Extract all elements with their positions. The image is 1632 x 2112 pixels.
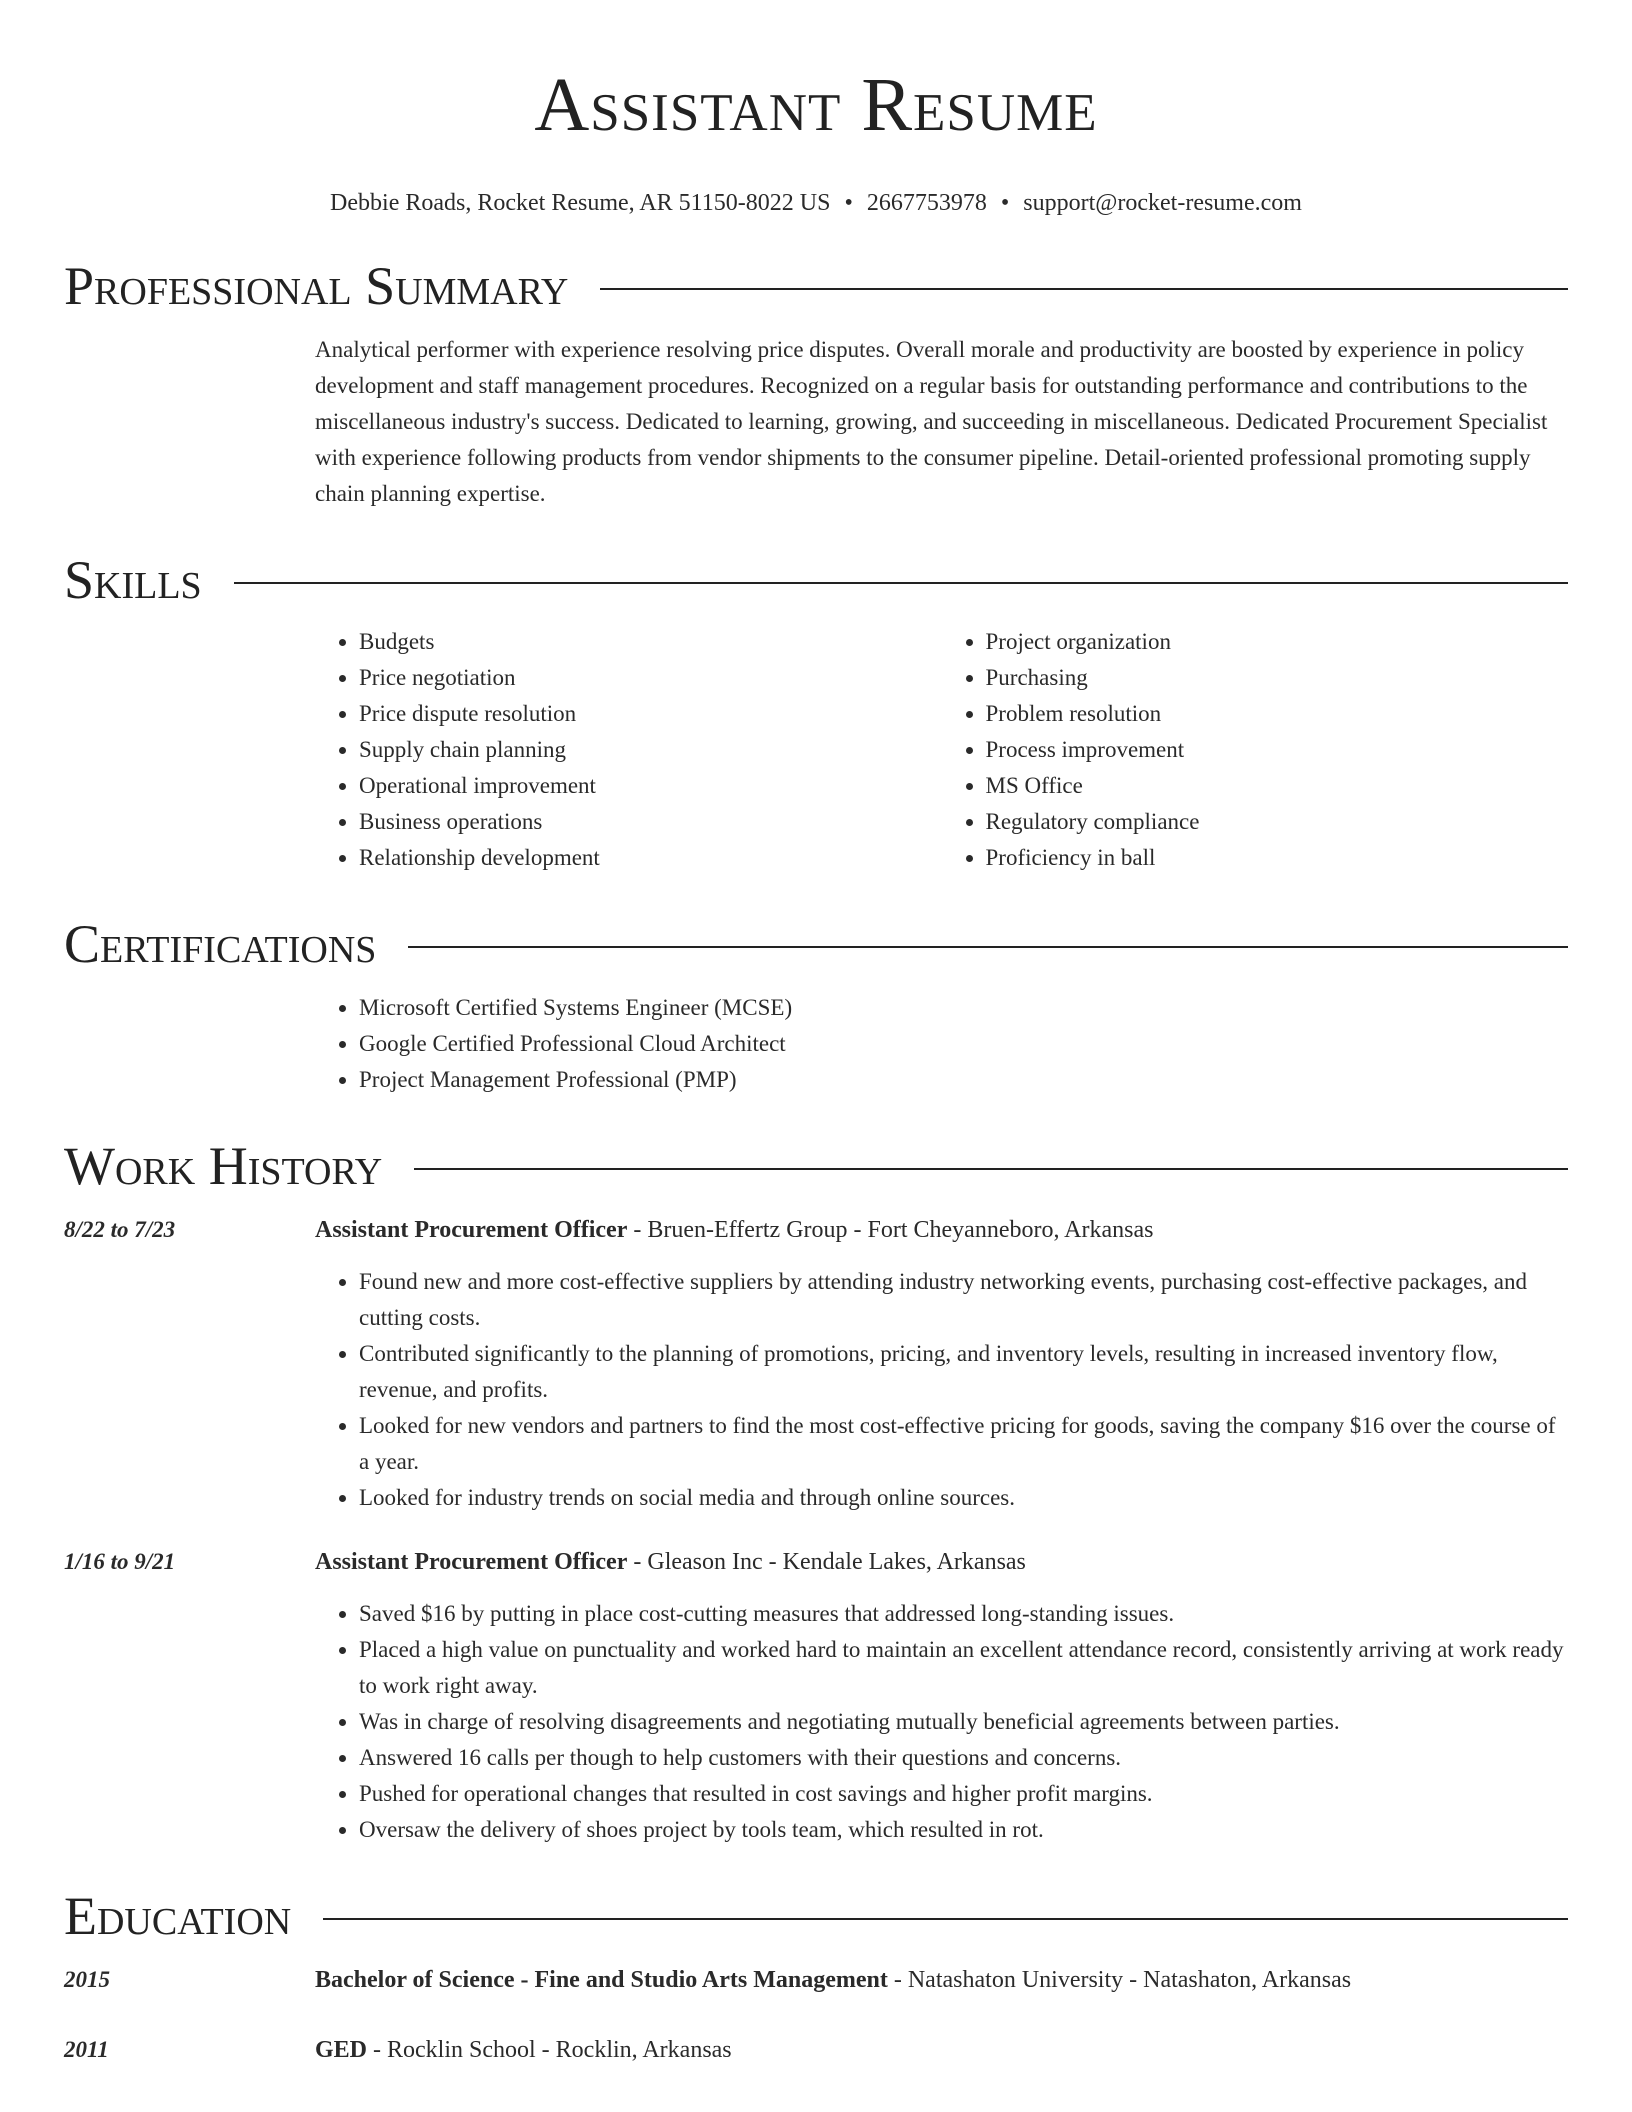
job-bullet: • Looked for new vendors and partners to find the most cost-effective pricing for goods, saving the company $16 over the course of a year. xyxy=(359,1408,1568,1480)
job-company-location: - Gleason Inc - Kendale Lakes, Arkansas xyxy=(627,1549,1026,1575)
education-content xyxy=(315,1962,1351,1998)
certifications-block xyxy=(315,990,1568,1098)
section-title: Education xyxy=(64,1886,292,1946)
job-entry xyxy=(64,1544,1568,1848)
skill-item: • Regulatory compliance xyxy=(986,804,1569,840)
job-heading xyxy=(315,1212,1568,1248)
job-bullet: • Contributed significantly to the planning of promotions, pricing, and inventory levels, resulting in increased inventory flow, revenue, and profits. xyxy=(359,1336,1568,1408)
section-header-education xyxy=(64,1884,1568,1948)
job-date: 1/16 to 9/21 xyxy=(64,1549,176,1574)
section-divider xyxy=(408,946,1568,948)
section-header-summary xyxy=(64,254,1568,318)
skill-item: • Supply chain planning xyxy=(359,732,942,768)
job-date: 8/22 to 7/23 xyxy=(64,1217,176,1242)
education-degree: Bachelor of Science - Fine and Studio Arts Management xyxy=(315,1967,888,1993)
summary-text: Analytical performer with experience resolving price disputes. Overall morale and productivity are boosted by experience in policy development and staff management procedures. Recognized on a regular basis for outstanding performance and contributions to the miscellaneous industry's success. Dedicated to learning, growing, and succeeding in miscellaneous. Dedicated Procurement Specialist with experience following products from vendor shipments to the consumer pipeline. Detail-oriented professional promoting supply chain planning expertise. xyxy=(315,337,1548,506)
skill-item: • Price dispute resolution xyxy=(359,696,942,732)
education-date: 2011 xyxy=(64,2037,109,2062)
section-divider xyxy=(600,288,1568,290)
education-school: - Rocklin School - Rocklin, Arkansas xyxy=(367,2037,732,2063)
education-degree: GED xyxy=(315,2037,368,2063)
section-header-certifications xyxy=(64,912,1568,976)
skills-list-right xyxy=(942,624,1569,876)
section-title: Work History xyxy=(64,1136,383,1196)
skill-item: • Process improvement xyxy=(986,732,1569,768)
job-bullet: • Pushed for operational changes that resulted in cost savings and higher profit margins. xyxy=(359,1776,1568,1812)
certification-item: • Google Certified Professional Cloud Architect xyxy=(359,1026,1568,1062)
certification-item: • Project Management Professional (PMP) xyxy=(359,1062,1568,1098)
job-entry xyxy=(64,1212,1568,1516)
skills-list-left xyxy=(315,624,942,876)
contact-line xyxy=(64,188,1568,218)
section-header-work xyxy=(64,1134,1568,1198)
skill-item: • Relationship development xyxy=(359,840,942,876)
skill-item: • Budgets xyxy=(359,624,942,660)
skill-item: • Proficiency in ball xyxy=(986,840,1569,876)
section-divider xyxy=(323,1918,1568,1920)
section-title: Certifications xyxy=(64,914,377,974)
skill-item: • Price negotiation xyxy=(359,660,942,696)
contact-separator: • xyxy=(1000,190,1010,216)
education-entry xyxy=(64,1962,1568,1998)
certifications-list xyxy=(315,990,1568,1098)
job-bullet: • Looked for industry trends on social media and through online sources. xyxy=(359,1480,1568,1516)
education-school: - Natashaton University - Natashaton, Arkansas xyxy=(887,1967,1352,1993)
job-title: Assistant Procurement Officer xyxy=(315,1549,628,1575)
resume-title: Assistant Resume xyxy=(534,63,1098,147)
job-content xyxy=(315,1212,1568,1516)
skill-item: • Business operations xyxy=(359,804,942,840)
job-bullet: • Found new and more cost-effective suppliers by attending industry networking events, purchasing cost-effective packages, and cutting costs. xyxy=(359,1264,1568,1336)
job-bullet: • Was in charge of resolving disagreements and negotiating mutually beneficial agreements between parties. xyxy=(359,1704,1568,1740)
contact-separator: • xyxy=(844,190,853,216)
education-entry xyxy=(64,2032,1568,2068)
job-heading xyxy=(315,1544,1568,1580)
job-bullet: • Answered 16 calls per though to help customers with their questions and concerns. xyxy=(359,1740,1568,1776)
section-title: Professional Summary xyxy=(64,256,569,316)
job-bullet: • Saved $16 by putting in place cost-cutting measures that addressed long-standing issues. xyxy=(359,1596,1568,1632)
job-title: Assistant Procurement Officer xyxy=(315,1217,628,1243)
job-bullets xyxy=(315,1264,1568,1516)
contact-email: support@rocket-resume.com xyxy=(1023,190,1302,216)
section-title: Skills xyxy=(64,550,202,610)
section-divider xyxy=(414,1168,1568,1170)
skill-item: • Problem resolution xyxy=(986,696,1569,732)
job-bullet: • Placed a high value on punctuality and worked hard to maintain an excellent attendance record, consistently arriving at work ready to work right away. xyxy=(359,1632,1568,1704)
skill-item: • Operational improvement xyxy=(359,768,942,804)
contact-address: Debbie Roads, Rocket Resume, AR 51150-8022 US xyxy=(330,190,831,216)
education-date: 2015 xyxy=(64,1967,110,1992)
education-content xyxy=(315,2032,732,2068)
skill-item: • Project organization xyxy=(986,624,1569,660)
skill-item: • MS Office xyxy=(986,768,1569,804)
skill-item: • Purchasing xyxy=(986,660,1569,696)
section-header-skills xyxy=(64,548,1568,612)
contact-phone: 2667753978 xyxy=(866,190,987,216)
job-bullets xyxy=(315,1596,1568,1848)
skills-grid xyxy=(315,624,1568,876)
section-divider xyxy=(234,582,1568,584)
job-content xyxy=(315,1544,1568,1848)
certification-item: • Microsoft Certified Systems Engineer (MCSE) xyxy=(359,990,1568,1026)
job-company-location: - Bruen-Effertz Group - Fort Cheyanneboro, Arkansas xyxy=(627,1217,1154,1243)
job-bullet: • Oversaw the delivery of shoes project by tools team, which resulted in rot. xyxy=(359,1812,1568,1848)
